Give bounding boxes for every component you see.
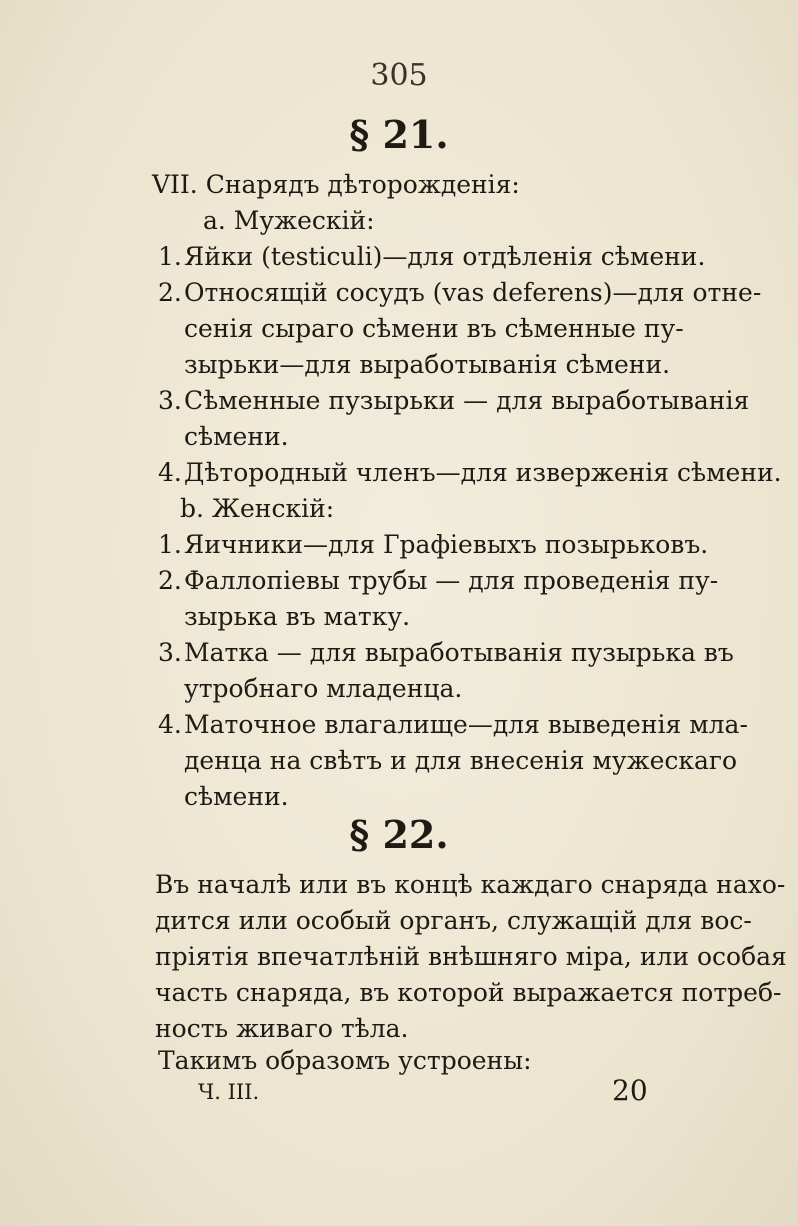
list-item (158, 242, 705, 272)
item-continuation: сѣмени. (184, 422, 289, 451)
section-heading-22: § 22. (349, 812, 449, 857)
item-number: 2. (158, 566, 182, 595)
item-continuation: сѣмени. (184, 782, 289, 811)
list-item (158, 530, 708, 560)
footer-signature: 20 (612, 1074, 648, 1107)
chapter-heading: VII. Снарядъ дѣторожденія: (152, 170, 520, 199)
list-item (158, 278, 761, 308)
footer-volume: Ч. III. (198, 1080, 260, 1104)
closing-line: Такимъ образомъ устроены: (158, 1046, 532, 1075)
list-item (158, 638, 734, 668)
list-item (158, 710, 748, 740)
item-continuation: зырьки—для выработыванія сѣмени. (184, 350, 671, 379)
item-number: 3. (158, 386, 182, 415)
item-text: Маточное влагалище—для выведенія мла- (184, 710, 748, 739)
item-continuation: зырька въ матку. (184, 602, 411, 631)
item-number: 1. (158, 242, 182, 271)
item-number: 3. (158, 638, 182, 667)
item-text: Дѣтородный членъ—для изверженія сѣмени. (184, 458, 782, 487)
paragraph-line: часть снаряда, въ которой выражается потреб- (155, 978, 782, 1007)
paragraph-line: Въ началѣ или въ концѣ каждаго снаряда нахо- (155, 870, 786, 899)
page-number: 305 (370, 58, 428, 93)
list-item (158, 458, 782, 488)
item-continuation: утробнаго младенца. (184, 674, 463, 703)
item-text: Яйки (testiculi)—для отдѣленія сѣмени. (184, 242, 706, 271)
list-item (158, 386, 749, 416)
subheading-female: b. Женскій: (180, 494, 335, 523)
item-number: 4. (158, 458, 182, 487)
item-number: 1. (158, 530, 182, 559)
paragraph-line: ность живаго тѣла. (155, 1014, 409, 1043)
item-continuation: денца на свѣтъ и для внесенія мужескаго (184, 746, 738, 775)
list-item (158, 566, 718, 596)
item-text: Матка — для выработыванія пузырька въ (184, 638, 734, 667)
item-text: Относящій сосудъ (vas deferens)—для отне- (184, 278, 762, 307)
section-heading-21: § 21. (349, 112, 449, 157)
paragraph-line: пріятія впечатлѣній внѣшняго міра, или особая (155, 942, 787, 971)
item-number: 4. (158, 710, 182, 739)
item-text: Яичники—для Графіевыхъ позырьковъ. (184, 530, 709, 559)
item-continuation: сенія сыраго сѣмени въ сѣменные пу- (184, 314, 684, 343)
paragraph-line: дится или особый органъ, служащій для вос- (155, 906, 752, 935)
item-text: Фаллопіевы трубы — для проведенія пу- (184, 566, 719, 595)
item-number: 2. (158, 278, 182, 307)
item-text: Сѣменные пузырьки — для выработыванія (184, 386, 750, 415)
subheading-male: a. Мужескій: (203, 206, 375, 235)
